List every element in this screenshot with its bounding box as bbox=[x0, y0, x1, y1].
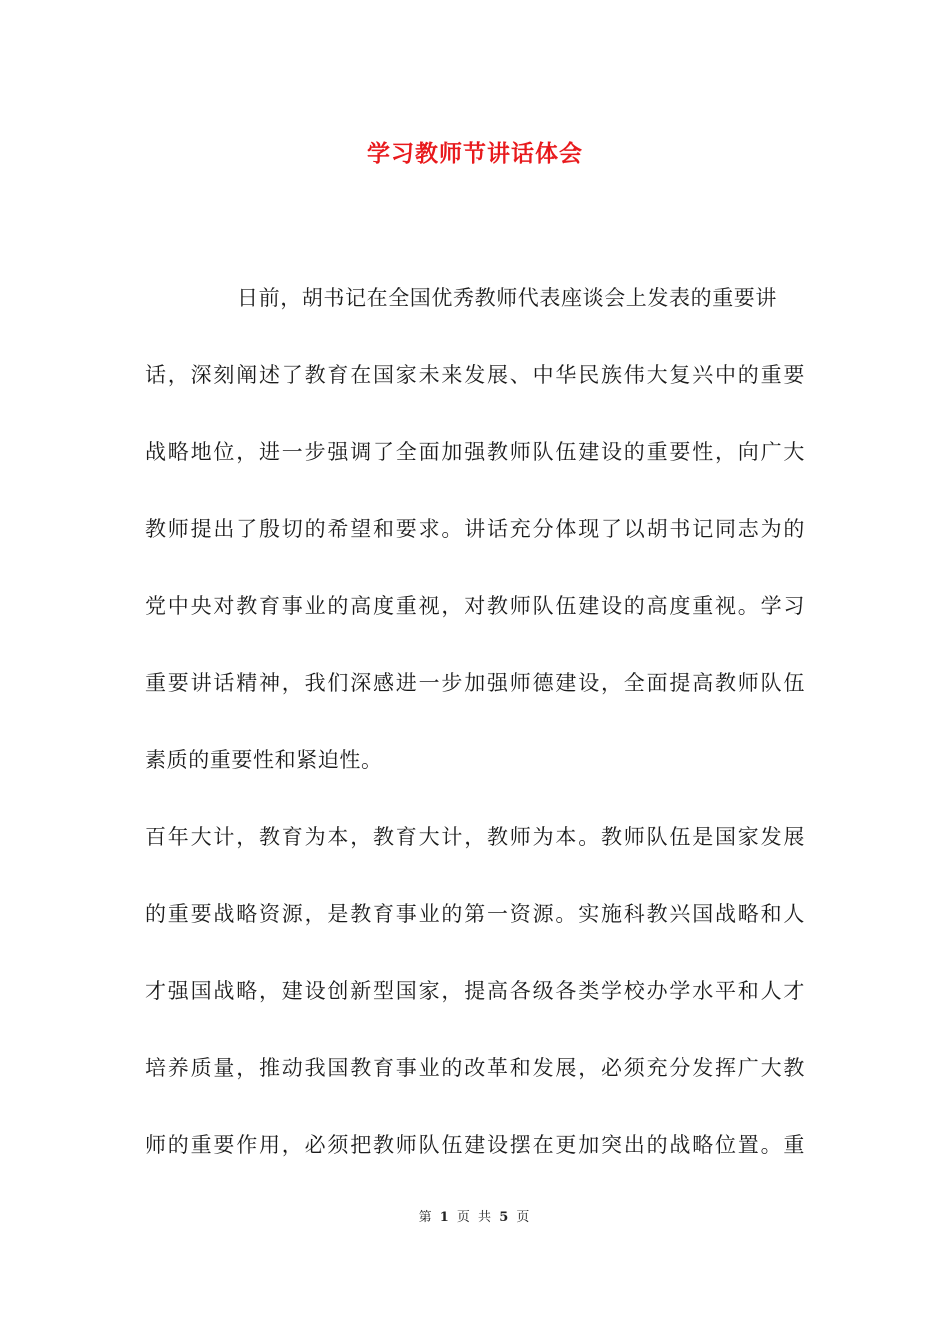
page-footer bbox=[0, 1208, 950, 1228]
footer-prefix: 第 bbox=[418, 1210, 434, 1225]
total-page-count: 5 bbox=[499, 1210, 511, 1225]
paragraph-line: 话，深刻阐述了教育在国家未来发展、中华民族伟大复兴中的重要 bbox=[145, 363, 805, 387]
paragraph-line: 日前，胡书记在全国优秀教师代表座谈会上发表的重要讲 bbox=[237, 286, 777, 310]
paragraph-line: 师的重要作用，必须把教师队伍建设摆在更加突出的战略位置。重 bbox=[145, 1133, 805, 1157]
paragraph-line: 培养质量，推动我国教育事业的改革和发展，必须充分发挥广大教 bbox=[145, 1056, 805, 1080]
paragraph-line: 百年大计，教育为本，教育大计，教师为本。教师队伍是国家发展 bbox=[145, 825, 805, 849]
footer-middle: 页 共 bbox=[456, 1210, 494, 1225]
paragraph-line: 素质的重要性和紧迫性。 bbox=[145, 748, 383, 772]
paragraph-line: 才强国战略，建设创新型国家，提高各级各类学校办学水平和人才 bbox=[145, 979, 805, 1003]
document-title: 学习教师节讲话体会 bbox=[367, 140, 583, 167]
paragraph-line: 的重要战略资源，是教育事业的第一资源。实施科教兴国战略和人 bbox=[145, 902, 805, 926]
document-body bbox=[145, 282, 805, 1206]
current-page-number: 1 bbox=[439, 1210, 451, 1225]
paragraph-line: 党中央对教育事业的高度重视，对教师队伍建设的高度重视。学习 bbox=[145, 594, 805, 618]
paragraph-line: 重要讲话精神，我们深感进一步加强师德建设，全面提高教师队伍 bbox=[145, 671, 805, 695]
footer-suffix: 页 bbox=[516, 1210, 532, 1225]
paragraph-line: 战略地位，进一步强调了全面加强教师队伍建设的重要性，向广大 bbox=[145, 440, 805, 464]
paragraph-line: 教师提出了殷切的希望和要求。讲话充分体现了以胡书记同志为的 bbox=[145, 517, 805, 541]
